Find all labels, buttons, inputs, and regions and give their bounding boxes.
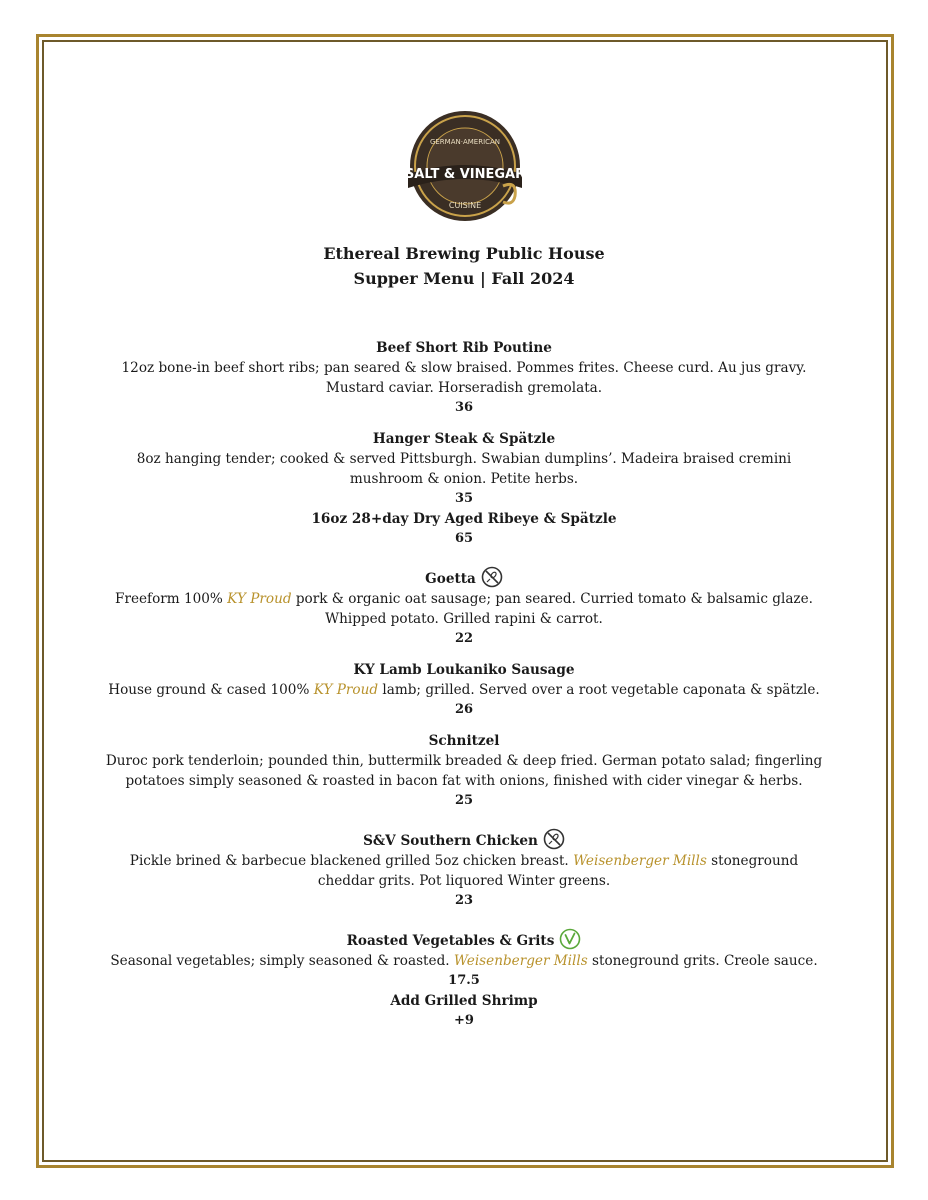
venue-name: Ethereal Brewing Public House — [323, 244, 605, 263]
item-price: 36 — [454, 400, 474, 415]
menu-item — [100, 660, 828, 720]
item-name-row — [100, 566, 828, 589]
item-price: 17.5 — [448, 973, 480, 988]
item-name: Schnitzel — [428, 733, 500, 749]
item-name: KY Lamb Loukaniko Sausage — [353, 662, 575, 678]
gluten-free-icon — [543, 828, 565, 850]
item-price: +9 — [454, 1013, 474, 1028]
item-name-row — [100, 828, 828, 851]
menu-item — [100, 566, 828, 649]
menu-item — [100, 338, 828, 418]
weisenberger-mills-label: Weisenberger Mills — [573, 853, 707, 869]
item-description: Duroc pork tenderloin; pounded thin, buttermilk breaded & deep fried. German potato salad; fingerling potatoes simply seasoned & roasted in bacon fat with onions, finished with cider vinegar & herbs. — [105, 753, 823, 789]
menu-item — [100, 429, 828, 509]
item-name: Goetta — [425, 571, 476, 587]
menu-item — [100, 731, 828, 811]
menu-title: Supper Menu | Fall 2024 — [353, 269, 575, 288]
item-price: 65 — [454, 531, 474, 546]
item-name: Beef Short Rib Poutine — [376, 340, 552, 356]
item-price: 22 — [454, 631, 474, 646]
item-name: Roasted Vegetables & Grits — [346, 933, 555, 949]
ky-proud-label: KY Proud — [227, 591, 292, 607]
vegan-icon — [559, 928, 581, 950]
item-price: 23 — [454, 893, 474, 908]
item-description: Seasonal vegetables; simply seasoned & roasted. Weisenberger Mills stoneground grits. Creole sauce. — [110, 953, 818, 969]
menu-item — [100, 828, 828, 911]
item-name: S&V Southern Chicken — [363, 833, 538, 849]
weisenberger-mills-label: Weisenberger Mills — [453, 953, 588, 969]
item-description: House ground & cased 100% KY Proud lamb; grilled. Served over a root vegetable caponata & spätzle. — [108, 682, 820, 698]
svg-text:CUISINE: CUISINE — [448, 201, 482, 210]
item-description: Pickle brined & barbecue blackened grilled 5oz chicken breast. Weisenberger Mills stoneground cheddar grits. Pot liquored Winter greens. — [129, 853, 799, 889]
item-price: 26 — [454, 702, 474, 717]
item-description: 12oz bone-in beef short ribs; pan seared & slow braised. Pommes frites. Cheese curd. Au jus gravy. Mustard caviar. Horseradish gremolata. — [121, 360, 807, 396]
item-description: 8oz hanging tender; cooked & served Pittsburgh. Swabian dumplins’. Madeira braised cremini mushroom & onion. Petite herbs. — [136, 451, 792, 487]
menu-item — [100, 509, 828, 549]
item-name: Add Grilled Shrimp — [390, 993, 538, 1009]
menu-items — [100, 338, 828, 1031]
svg-text:GERMAN·AMERICAN: GERMAN·AMERICAN — [429, 138, 501, 146]
item-description: Freeform 100% KY Proud pork & organic oat sausage; pan seared. Curried tomato & balsamic glaze. Whipped potato. Grilled rapini & carrot. — [115, 591, 813, 627]
salt-and-vinegar-logo — [398, 108, 532, 224]
menu-item — [100, 991, 828, 1031]
gluten-free-icon — [481, 566, 503, 588]
item-name: Hanger Steak & Spätzle — [372, 431, 556, 447]
item-price: 35 — [454, 491, 474, 506]
menu-header — [0, 241, 928, 291]
item-name: 16oz 28+day Dry Aged Ribeye & Spätzle — [311, 511, 617, 527]
item-price: 25 — [454, 793, 474, 808]
ky-proud-label: KY Proud — [313, 682, 379, 698]
svg-text:SALT & VINEGAR: SALT & VINEGAR — [404, 167, 526, 182]
menu-item — [100, 928, 828, 991]
item-name-row — [100, 928, 828, 951]
